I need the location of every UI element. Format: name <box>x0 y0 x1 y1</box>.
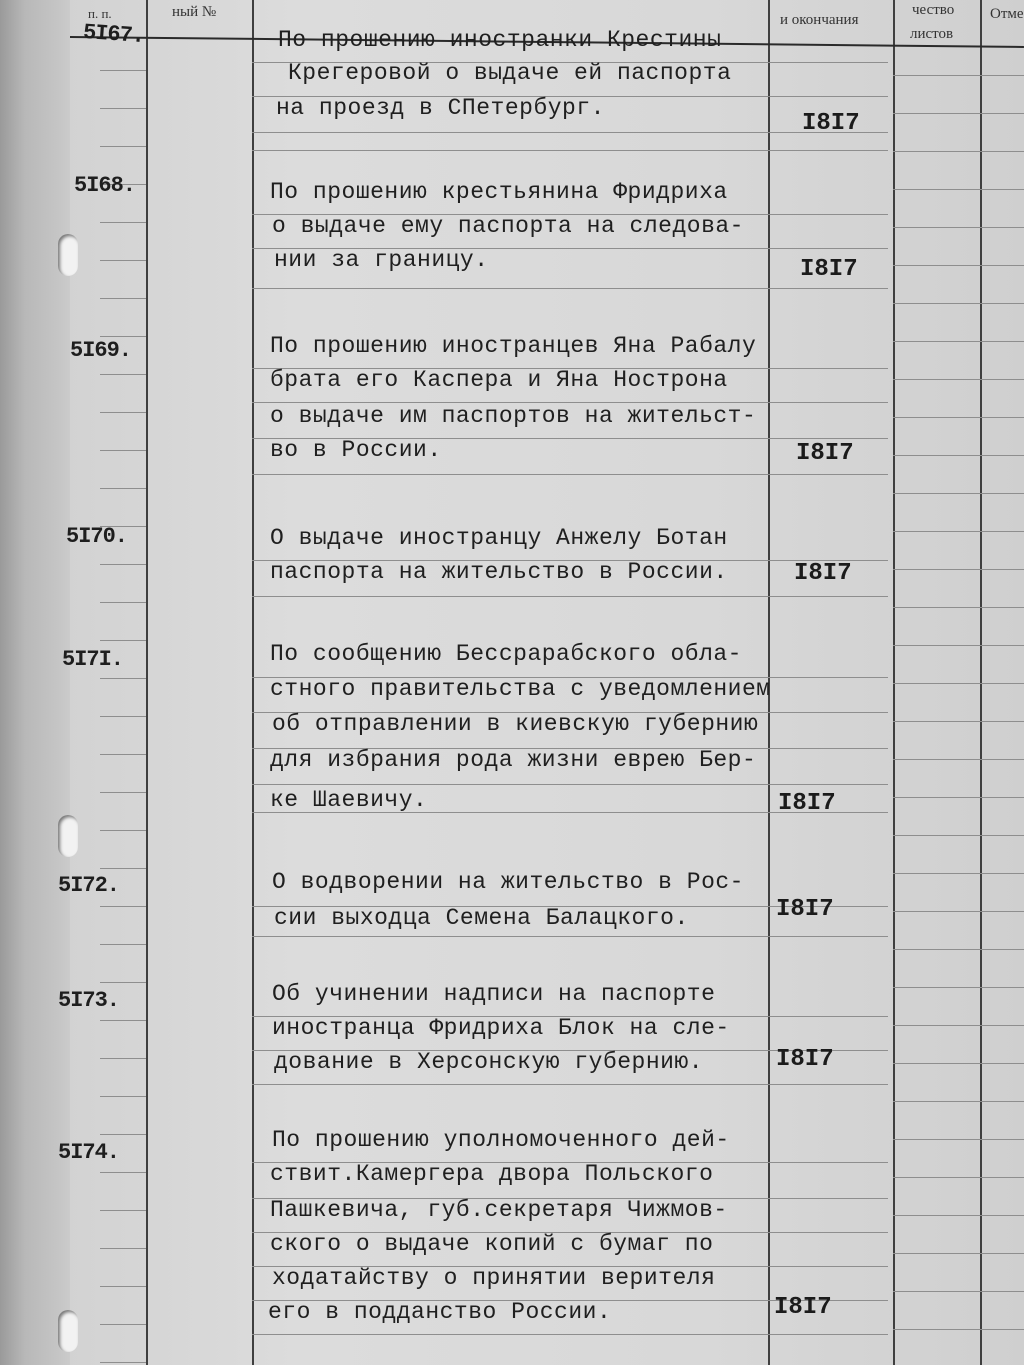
entry-text-line: По прошению иностранцев Яна Рабалу <box>270 333 757 359</box>
ruling-line <box>980 721 1024 722</box>
ruling-line <box>252 1334 888 1335</box>
ruling-line <box>100 222 146 223</box>
entry-number: 5I74. <box>58 1140 120 1165</box>
entry-year: I8I7 <box>796 440 854 467</box>
ruling-line <box>252 936 888 937</box>
ruling-line <box>252 288 888 289</box>
ruling-line <box>893 493 980 494</box>
ruling-line <box>980 835 1024 836</box>
punch-hole <box>58 1310 78 1352</box>
ruling-line <box>100 982 146 983</box>
ruling-line <box>100 792 146 793</box>
header-col-number: ный № <box>172 4 217 20</box>
ruling-line <box>893 1139 980 1140</box>
entry-text-line: Крегеровой о выдаче ей паспорта <box>288 60 732 86</box>
ruling-line <box>980 189 1024 190</box>
ruling-line <box>980 949 1024 950</box>
entry-text-line: брата его Каспера и Яна Нострона <box>270 367 728 393</box>
entry-text-line: Об учинении надписи на паспорте <box>272 981 716 1007</box>
ruling-line <box>980 379 1024 380</box>
ruling-line <box>893 265 980 266</box>
entry-text-line: По прошению иностранки Крестины <box>278 27 722 53</box>
entry-text-line: ствит.Камергера двора Польского <box>270 1161 714 1187</box>
ruling-line <box>893 759 980 760</box>
ruling-line <box>980 303 1024 304</box>
ruling-line <box>893 949 980 950</box>
entry-text-line: его в подданство России. <box>268 1299 612 1325</box>
column-rule <box>252 0 254 1365</box>
ruling-line <box>893 1291 980 1292</box>
ruling-line <box>980 645 1024 646</box>
ruling-line <box>252 132 888 133</box>
ruling-line <box>980 683 1024 684</box>
ruling-line <box>980 1253 1024 1254</box>
ruling-line <box>100 146 146 147</box>
ruling-line <box>100 754 146 755</box>
entry-number: 5I7I. <box>62 647 124 672</box>
punch-hole <box>58 234 78 276</box>
ruling-line <box>980 1139 1024 1140</box>
header-col-pp: п. п. <box>88 6 112 21</box>
ruling-line <box>893 645 980 646</box>
ruling-line <box>100 906 146 907</box>
ruling-line <box>893 797 980 798</box>
header-col-notes: Отме <box>990 6 1024 22</box>
entry-text-line: ке Шаевичу. <box>270 787 428 813</box>
ruling-line <box>893 607 980 608</box>
ruling-line <box>980 455 1024 456</box>
punch-hole <box>58 815 78 857</box>
entry-number: 5I72. <box>58 873 120 898</box>
ruling-line <box>980 341 1024 342</box>
entry-number: 5I73. <box>58 988 120 1013</box>
ruling-line <box>893 189 980 190</box>
ruling-line <box>980 1329 1024 1330</box>
entry-text-line: дование в Херсонскую губернию. <box>274 1049 704 1075</box>
entry-number: 5I70. <box>66 524 128 549</box>
entry-text-line: ходатайству о принятии верителя <box>272 1265 716 1291</box>
ruling-line <box>893 227 980 228</box>
ruling-line <box>980 1063 1024 1064</box>
ruling-line <box>893 75 980 76</box>
ruling-line <box>980 531 1024 532</box>
entry-number: 5I69. <box>70 338 132 363</box>
header-col-count-2: листов <box>910 26 954 42</box>
ruling-line <box>100 1134 146 1135</box>
ruling-line <box>893 303 980 304</box>
ruling-line <box>980 151 1024 152</box>
entry-text-line: паспорта на жительство в России. <box>270 559 728 585</box>
ruling-line <box>980 1215 1024 1216</box>
ruling-line <box>893 987 980 988</box>
ruling-line <box>980 911 1024 912</box>
entry-text-line: По прошению уполномоченного дей- <box>272 1127 730 1153</box>
entry-year: I8I7 <box>802 110 860 137</box>
ruling-line <box>980 1291 1024 1292</box>
entry-text-line: По сообщению Бессрарабского обла- <box>270 641 742 667</box>
ruling-line <box>100 1020 146 1021</box>
ruling-line <box>100 944 146 945</box>
ruling-line <box>980 1101 1024 1102</box>
ruling-line <box>100 1058 146 1059</box>
ruling-line <box>893 683 980 684</box>
ruling-line <box>100 336 146 337</box>
entry-text-line: иностранца Фридриха Блок на сле- <box>272 1015 730 1041</box>
ruling-line <box>980 987 1024 988</box>
entry-year: I8I7 <box>776 1046 834 1073</box>
entry-text-line: о выдаче ему паспорта на следова- <box>272 213 744 239</box>
ruling-line <box>100 412 146 413</box>
ruling-line <box>893 721 980 722</box>
ruling-line <box>980 569 1024 570</box>
ruling-line <box>893 1177 980 1178</box>
ruling-line <box>100 716 146 717</box>
header-col-dates: и окончания <box>780 12 859 28</box>
ruling-line <box>100 374 146 375</box>
ruling-line <box>893 1063 980 1064</box>
ruling-line <box>893 1101 980 1102</box>
ruling-line <box>893 341 980 342</box>
ruling-line <box>893 873 980 874</box>
ruling-line <box>100 602 146 603</box>
ruling-line <box>252 474 888 475</box>
ruling-line <box>980 607 1024 608</box>
entry-year: I8I7 <box>776 896 834 923</box>
ruling-line <box>980 873 1024 874</box>
ruling-line <box>893 911 980 912</box>
ruling-line <box>100 108 146 109</box>
entry-text-line: во в России. <box>270 437 442 463</box>
column-rule <box>146 0 148 1365</box>
entry-year: I8I7 <box>800 256 858 283</box>
ruling-line <box>893 1329 980 1330</box>
ruling-line <box>980 493 1024 494</box>
ruling-line <box>893 455 980 456</box>
ruling-line <box>100 488 146 489</box>
ruling-line <box>980 113 1024 114</box>
ruling-line <box>100 1172 146 1173</box>
entry-year: I8I7 <box>778 790 836 817</box>
entry-text-line: о выдаче им паспортов на жительст- <box>270 403 757 429</box>
entry-text-line: для избрания рода жизни еврею Бер- <box>270 747 757 773</box>
ruling-line <box>980 417 1024 418</box>
entry-number: 5I67. <box>82 19 145 50</box>
entry-number: 5I68. <box>74 173 136 198</box>
entry-year: I8I7 <box>794 560 852 587</box>
ruling-line <box>893 151 980 152</box>
ruling-line <box>100 1096 146 1097</box>
entry-text-line: ского о выдаче копий с бумаг по <box>270 1231 714 1257</box>
ruling-line <box>893 379 980 380</box>
ruling-line <box>252 1084 888 1085</box>
ruling-line <box>893 531 980 532</box>
ruling-line <box>893 1215 980 1216</box>
ruling-line <box>980 759 1024 760</box>
entry-text-line: О водворении на жительство в Рос- <box>272 869 744 895</box>
ruling-line <box>893 1025 980 1026</box>
ruling-line <box>100 564 146 565</box>
ruling-line <box>100 830 146 831</box>
ruling-line <box>893 417 980 418</box>
ruling-line <box>980 75 1024 76</box>
ruling-line <box>100 1362 146 1363</box>
ruling-line <box>252 596 888 597</box>
entry-text-line: По прошению крестьянина Фридриха <box>270 179 728 205</box>
ruling-line <box>100 260 146 261</box>
ruling-line <box>100 1210 146 1211</box>
ruling-line <box>100 70 146 71</box>
ruling-line <box>100 868 146 869</box>
ruling-line <box>980 797 1024 798</box>
entry-year: I8I7 <box>774 1294 832 1321</box>
header-col-count-1: чество <box>912 2 955 18</box>
ruling-line <box>980 1025 1024 1026</box>
ruling-line <box>980 1177 1024 1178</box>
ruling-line <box>100 678 146 679</box>
ruling-line <box>100 640 146 641</box>
entry-text-line: Пашкевича, губ.секретаря Чижмов- <box>270 1197 728 1223</box>
entry-text-line: стного правительства с уведомлением <box>270 676 771 702</box>
entry-text-line: сии выходца Семена Балацкого. <box>274 905 689 931</box>
entry-text-line: О выдаче иностранцу Анжелу Ботан <box>270 525 728 551</box>
ruling-line <box>100 1286 146 1287</box>
ruling-line <box>100 1324 146 1325</box>
entry-text-line: нии за границу. <box>274 247 489 273</box>
entry-text-line: об отправлении в киевскую губернию <box>272 711 759 737</box>
ruling-line <box>100 298 146 299</box>
ruling-line <box>893 113 980 114</box>
ruling-line <box>100 450 146 451</box>
ruling-line <box>980 265 1024 266</box>
ruling-line <box>100 1248 146 1249</box>
ruling-line <box>252 150 888 151</box>
ruling-line <box>893 1253 980 1254</box>
ruling-line <box>893 569 980 570</box>
entry-text-line: на проезд в СПетербург. <box>276 95 605 121</box>
ruling-line <box>893 835 980 836</box>
ruling-line <box>980 227 1024 228</box>
